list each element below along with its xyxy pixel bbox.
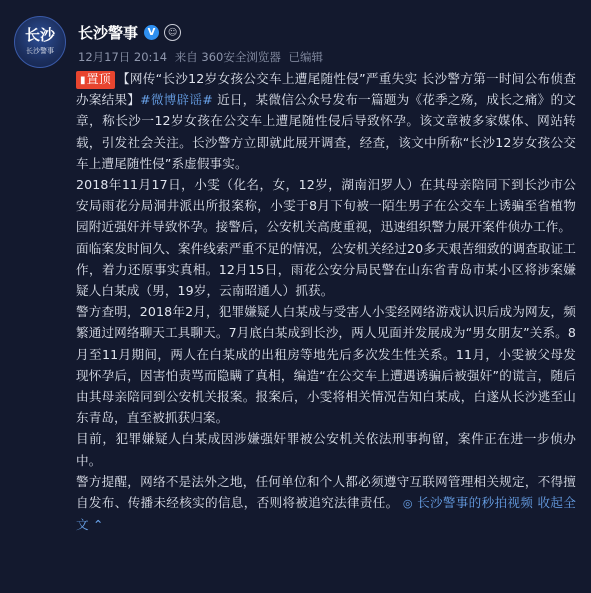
avatar[interactable] [14,16,66,68]
pin-icon: ▮ [80,75,86,86]
paragraph-6 [76,471,576,536]
name-row [78,22,181,43]
video-play-icon: ◎ [402,497,413,511]
author-name[interactable]: 长沙警事 [78,24,139,42]
collapse-label: 收起全文 [76,495,576,533]
post-title: 【网传“长沙12岁女孩公交车上遭尾随性侵”严重失实 长沙警方第一时间公布侦查办案结果】 [76,71,576,108]
collapse-up-icon: ⌃ [92,517,104,533]
paragraph-6-text: 警方提醒，网络不是法外之地，任何单位和个人都必须遵守互联网管理相关规定，不得擅自发布、传播未经核实的信息，否则将被追究法律责任。 [76,473,576,511]
post-timestamp[interactable]: 12月17日 20:14 [78,50,168,64]
video-link[interactable] [403,495,533,510]
avatar-seal-subtext: 长沙警事 [26,47,54,55]
edited-label[interactable]: 已编辑 [288,50,323,64]
verified-icon[interactable]: V [144,25,159,40]
post-header [14,12,574,68]
paragraph-5: 目前，犯罪嫌疑人白某成因涉嫌强奸罪被公安机关依法刑事拘留，案件正在进一步侦办中。 [76,431,576,468]
video-link-text: 长沙警事的秒拍视频 [417,495,534,511]
member-icon[interactable]: ☺ [164,24,181,41]
paragraph-2: 2018年11月17日，小雯（化名，女，12岁，湖南汨罗人）在其母亲陪同下到长沙市公安局雨花分局洞井派出所报案称，小雯于8月下旬被一陌生男子在公交车上诱骗至省植物园附近强奸并导致怀孕。接警后，公安机关高度重视，迅速组织警力展开案件侦办工作。 [76,177,576,235]
post-meta [78,49,327,65]
avatar-seal-text: 长沙 [24,26,55,44]
paragraph-3: 面临案发时间久、案件线索严重不足的情况，公安机关经过20多天艰苦细致的调查取证工作，着力还原事实真相。12月15日，雨花公安分局民警在山东省青岛市某小区将涉案嫌疑人白某成（男，19岁，云南昭通人）抓获。 [76,240,576,299]
pinned-badge [76,71,115,89]
post-content [76,68,576,535]
post-source: 来自 360安全浏览器 [174,50,281,64]
pinned-label: 置顶 [86,72,111,86]
hashtag-link[interactable]: #微博辟谣# [140,92,213,108]
paragraph-4: 警方查明，2018年2月，犯罪嫌疑人白某成与受害人小雯经网络游戏认识后成为网友，频繁通过网络聊天工具聊天。7月底白某成到长沙，两人见面并发展成为“男女朋友”关系。8月至11月期间，两人在白某成的出租房等地先后多次发生性关系。11月，小雯被父母发现怀孕后，因害怕责骂而隐瞒了真相，编造“在公交车上遭遇诱骗后被强奸”的谎言，随后由其母亲陪同到公安机关报案。报案后，小雯将相关情况告知白某成，白遂从长沙逃至山东青岛，直至被抓获归案。 [76,304,576,426]
paragraph-1 [76,68,576,174]
paragraph-1-text: 近日，某微信公众号发布一篇题为《花季之殇，成长之痛》的文章，称长沙一12岁女孩在公交车上遭尾随性侵后导致怀孕。该文章被多家媒体、网站转载，引发社会关注。长沙警方立即就此展开调查，经查，该文中所称“长沙12岁女孩公交车上遭尾随性侵”系虚假事实。 [76,92,577,171]
